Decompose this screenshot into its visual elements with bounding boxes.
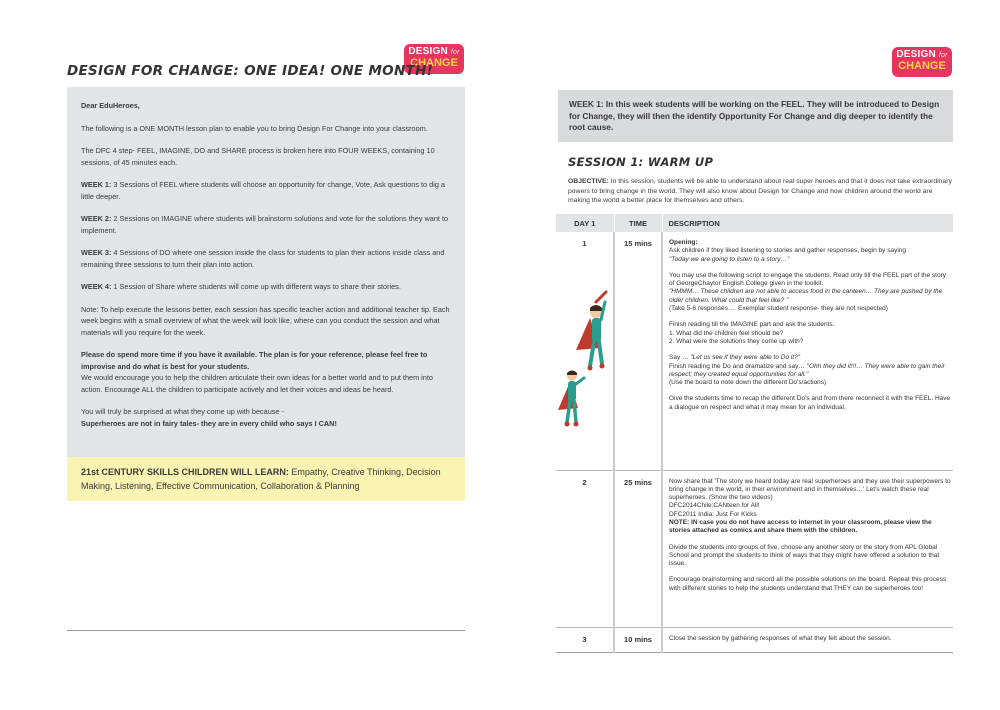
letter-encourage: We would encourage you to help the children articulate their own ideas for a better world and to put them into action. Encourage ALL the children to participate actively and let their voices and ideas be heard. [81, 373, 433, 394]
objective-text: In this session, students will be able to understand about real super heroes and that it does not take extraordinary powers to bring change in the world. They will also know about Design for Change and how children around the world are making the world a better place for themselves and others. [568, 178, 952, 205]
header-time: TIME [614, 214, 662, 232]
row-day: 2 [556, 470, 614, 627]
left-page-rule [67, 630, 465, 631]
logo-change: CHANGE [410, 57, 458, 69]
session-table [556, 214, 954, 653]
letter-intro: The following is a ONE MONTH lesson plan to enable you to bring Design For Change into your classroom. [81, 123, 428, 133]
row-time: 15 mins [614, 232, 662, 470]
row-description: Close the session by gathering responses of what they felt about the session. [662, 627, 953, 652]
superhero-child-icon [558, 371, 584, 427]
letter-week-1: WEEK 1: 3 Sessions of FEEL where students will choose an opportunity for change, Vote, Ask questions to dig a little deeper. [81, 180, 445, 201]
logo-for: for [938, 52, 948, 59]
row-description: Now share that 'The story we heard today are real superheroes and they use their superpowers to bring change in the world, in their environment and in themselves…' Let's watch these real superheroes. (Show the two videos) DFC2014Chile:CANteen for All! DFC2011 India: Just For Kicks NOTE: IN case you do not have access to internet in your classroom, please view the stories attached as comics and share them with the children. Divide the students into groups of five, choose any another story or the story from APL Global School and prompt the students to think of ways that they might have offered a solution to that issue. Encourage brainstorming and record all the possible solutions on the board. Repeat this process with different stories to help the students understand that THEY can be superheroes too! [662, 470, 953, 627]
dfc-logo-right [892, 47, 952, 77]
row-time: 10 mins [614, 627, 662, 652]
session-title: SESSION 1: WARM UP [568, 155, 714, 169]
skills-label: 21st CENTURY SKILLS CHILDREN WILL LEARN: [81, 467, 289, 477]
letter-week-4: WEEK 4: 1 Session of Share where students will come up with different ways to share their stories. [81, 282, 401, 291]
header-description: DESCRIPTION [662, 214, 953, 232]
letter-closing: You will truly be surprised at what they come up with because - Superheroes are not in fairy tales- they are in every child who says I CAN! [81, 407, 337, 428]
skills-box [67, 457, 465, 501]
row-day: 3 [556, 627, 614, 652]
logo-change: CHANGE [898, 60, 946, 72]
letter-greeting: Dear EduHeroes, [81, 101, 140, 110]
row-day: 1 [556, 232, 614, 470]
table-row [556, 470, 953, 627]
letter-note: Note: To help execute the lessons better, each session has specific teacher action and additional teacher tip. Each week begins with a small overview of what the week will look like, where can you conduct the session and what materials will you require for the week. [81, 304, 450, 337]
logo-for: for [450, 49, 460, 56]
logo-design: DESIGN [896, 49, 936, 60]
row-time: 25 mins [614, 470, 662, 627]
page-title: DESIGN FOR CHANGE: ONE IDEA! ONE MONTH! [67, 63, 434, 79]
table-header [556, 214, 953, 232]
letter-week-3: WEEK 3: 4 Sessions of DO where one session inside the class for students to plan their actions inside class and remaining three sessions to turn their plan into action. [81, 248, 445, 269]
letter-week-2: WEEK 2: 2 Sessions on IMAGINE where students will brainstorm solutions and vote for the solutions they want to implement. [81, 214, 449, 235]
letter-process: The DFC 4 step- FEEL, IMAGINE, DO and SHARE process is broken here into FOUR WEEKS, containing 10 sessions, of 45 minutes each. [81, 146, 435, 167]
table-row [556, 627, 953, 652]
table-row [556, 232, 953, 470]
superhero-adult-icon [576, 292, 606, 371]
letter-reference: Please do spend more time if you have it available. The plan is for your reference, please feel free to improvise and do what is best for your students. [81, 350, 428, 371]
header-day: DAY 1 [556, 214, 614, 232]
objective [568, 177, 953, 206]
objective-label: OBJECTIVE: [568, 178, 609, 185]
superhero-illustration [556, 290, 614, 430]
skills-list: Empathy, Creative Thinking, Decision Making, Listening, Effective Communication, Collaboration & Planning [81, 467, 441, 491]
logo-design: DESIGN [408, 46, 448, 57]
row-description: Opening: Ask children if they liked listening to stories and gather responses, begin by saying "Today we are going to listen to a story…" You may use the following script to engage the students. Read only till the FEEL part of the story of GeorgeChaytor English College given in the toolkit. "HMMM… These children are not able to access food in the canteen… They are pushed by the older children. What could that feel like? " (Take 5-6 responses…. Exemplar student response- they are not respected) Finish reading till the IMAGINE part and ask the students. 1. What did the children feel should be? 2. What were the solutions they come up with? Say … "Let us see if they were able to Do it?" Finish reading the Do and dramatize and say… "Ohh they did it!!!… They were able to gain their respect; they created equal opportunities for all." (Use the board to note down the different Do's/actions) Give the students time to recap the different Do's and from there reconnect it with the FEEL. Have a dialogue on respect and what it may mean for an individual. [662, 232, 953, 470]
letter-box [67, 87, 465, 457]
week-summary: WEEK 1: In this week students will be working on the FEEL. They will be introduced to Design for Change, they will then the identify Opportunity For Change and dig deeper to identify the root cause. [558, 90, 953, 142]
